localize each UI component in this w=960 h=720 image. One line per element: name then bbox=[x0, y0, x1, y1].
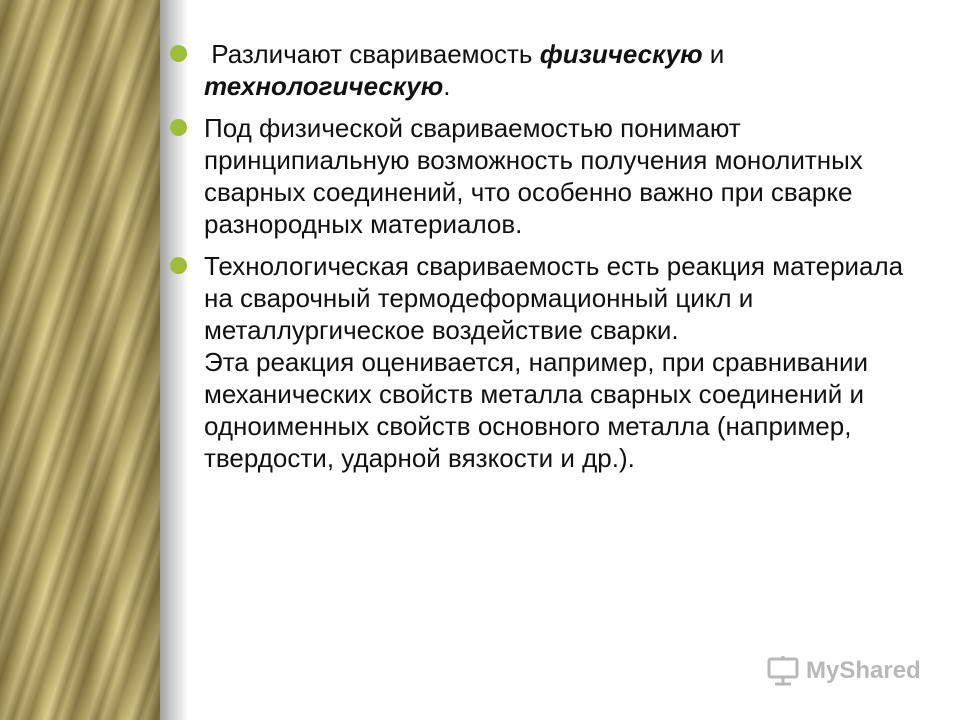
bullet-text: Под физической свариваемостью понимают принципиальную возможность получения монолитных сварных соединений, что особенно важно при сварке разнородных материалов. bbox=[204, 113, 863, 239]
watermark-text: MyShared bbox=[806, 657, 921, 684]
bullet-item-weldability-types bbox=[168, 38, 908, 102]
watermark bbox=[766, 656, 921, 686]
bullet-item-physical-weldability bbox=[168, 112, 908, 240]
bullet-dot bbox=[170, 257, 187, 274]
emphasis-technological: технологическую bbox=[204, 71, 444, 101]
emphasis-physical: физическую bbox=[539, 39, 703, 69]
bullet-text: Технологическая свариваемость есть реакция материала на сварочный термодеформационный цикл и металлургическое воздействие сварки. bbox=[204, 251, 904, 345]
bullet-text-continued: Эта реакция оценивается, например, при сравнивании механических свойств металла сварных соединений и одноименных свойств основного металла (например, твердости, ударной вязкости и др.). bbox=[204, 347, 868, 473]
bullet-item-technological-weldability bbox=[168, 250, 908, 474]
bullet-text: Различают свариваемость bbox=[211, 39, 540, 69]
bullet-text: . bbox=[443, 71, 451, 101]
slide-content bbox=[168, 38, 908, 484]
decorative-striped-column bbox=[0, 0, 160, 720]
presentation-board-icon bbox=[766, 656, 800, 686]
bullet-text: и bbox=[702, 39, 725, 69]
bullet-dot bbox=[170, 45, 187, 62]
bullet-dot bbox=[170, 119, 187, 136]
